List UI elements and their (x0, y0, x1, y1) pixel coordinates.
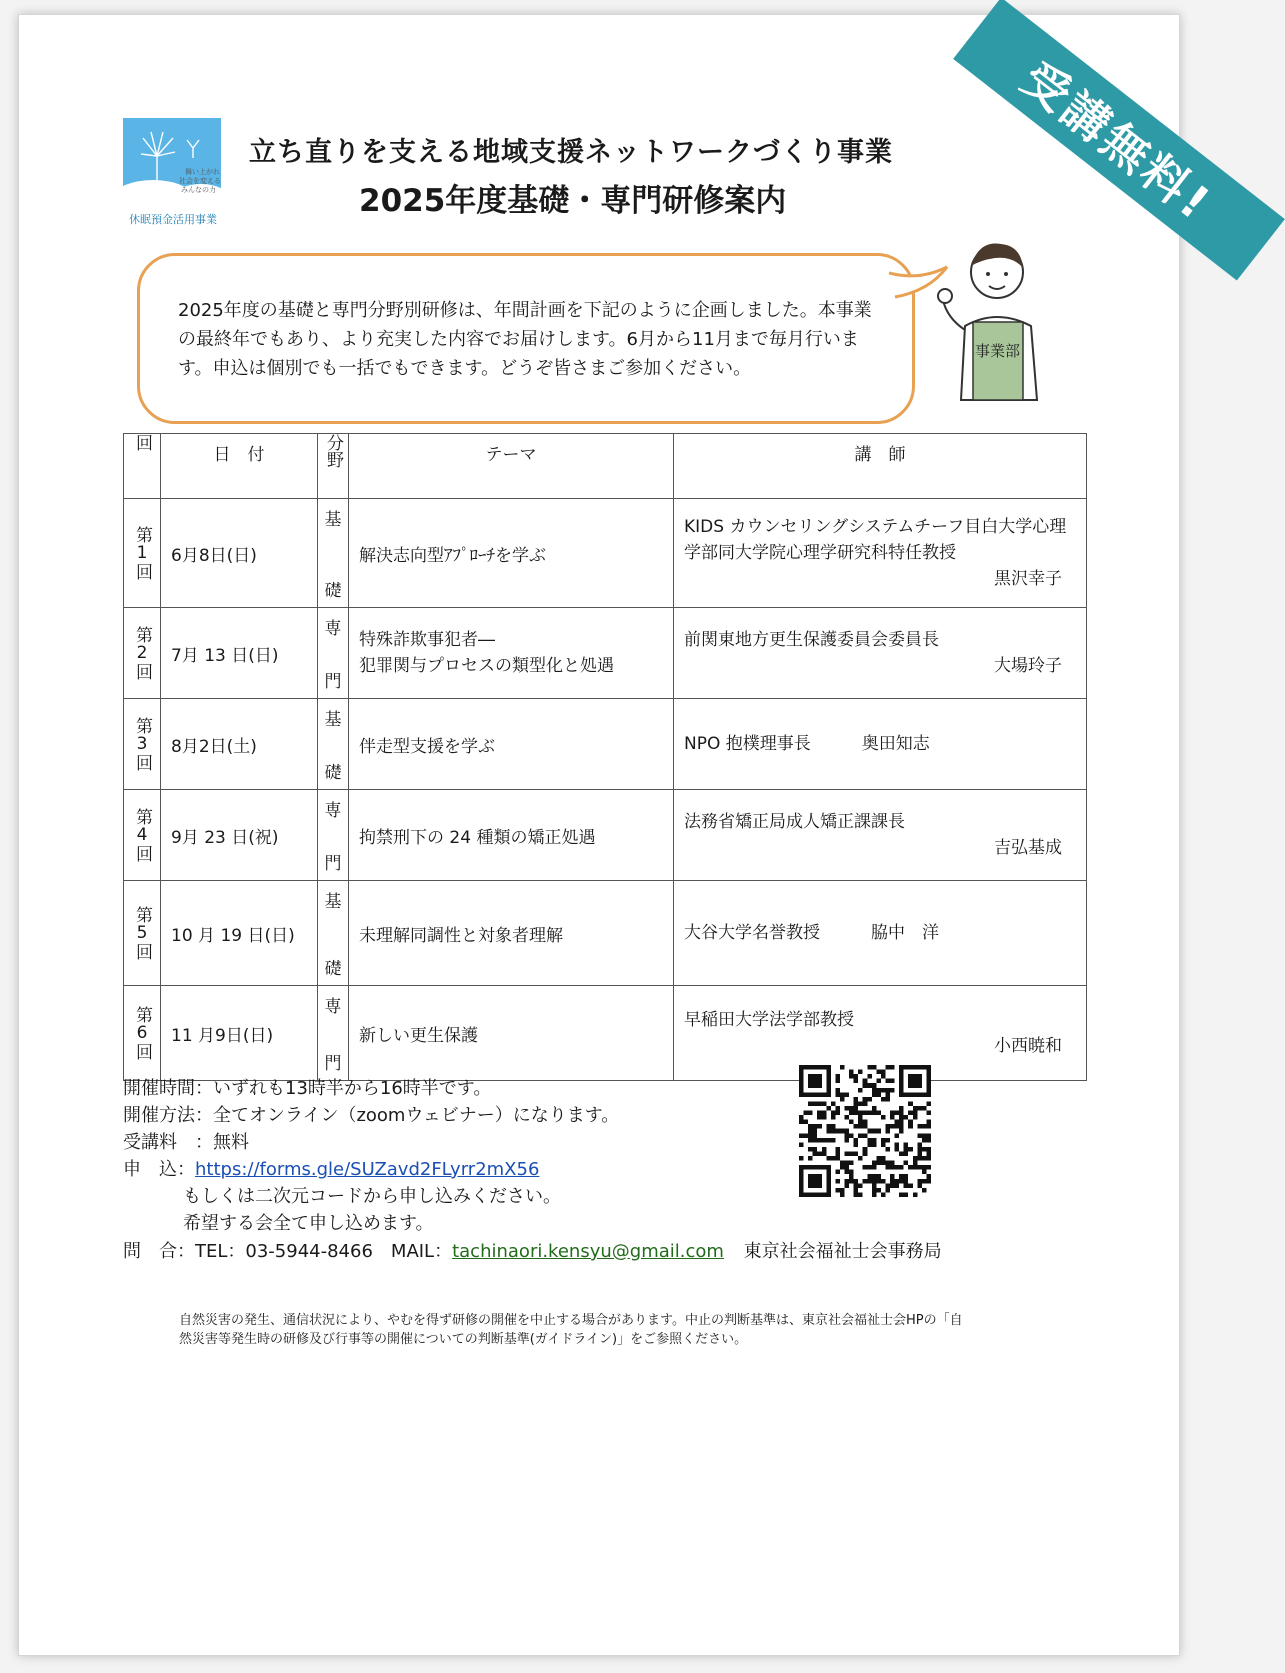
session-lecturer: 早稲田大学法学部教授 小西暁和 (674, 986, 1087, 1081)
session-date: 9月 23 日(祝) (161, 790, 318, 881)
session-lecturer: NPO 抱樸理事長 奥田知志 (674, 699, 1087, 790)
session-lecturer: 大谷大学名誉教授 脇中 洋 (674, 881, 1087, 986)
session-field: 専 門 (318, 790, 349, 881)
session-field: 専 門 (318, 608, 349, 699)
header-no: 回 (124, 434, 161, 499)
table-row (124, 790, 1087, 881)
apply-link[interactable]: https://forms.gle/SUZavd2FLyrr2mX56 (195, 1159, 540, 1180)
session-field: 基 礎 (318, 881, 349, 986)
logo-line-1: 舞い上がれ (185, 168, 220, 176)
session-theme: 伴走型支援を学ぶ (349, 699, 674, 790)
session-date: 7月 13 日(日) (161, 608, 318, 699)
event-info (123, 1075, 823, 1237)
intro-speech-bubble (137, 253, 915, 424)
session-theme: 拘禁刑下の 24 種類の矯正処遇 (349, 790, 674, 881)
qr-code[interactable] (799, 1065, 931, 1197)
info-method: 開催方法：全てオンライン（zoomウェビナー）になります。 (123, 1105, 620, 1126)
session-theme: 新しい更生保護 (349, 986, 674, 1081)
contact-organization: 東京社会福祉士会事務局 (743, 1241, 942, 1262)
info-fee: 受講料 ：無料 (123, 1132, 249, 1153)
free-label: 受講無料! (1011, 50, 1223, 232)
document-page (18, 14, 1223, 1656)
session-date: 10 月 19 日(日) (161, 881, 318, 986)
session-lecturer: 前関東地方更生保護委員会委員長 大場玲子 (674, 608, 1087, 699)
session-number: 第3回 (124, 699, 161, 790)
session-number: 第1回 (124, 499, 161, 608)
apply-label: 申 込： (123, 1159, 195, 1180)
page-title: 立ち直りを支える地域支援ネットワークづくり事業 (249, 137, 893, 168)
table-row (124, 499, 1087, 608)
table-header-row (124, 434, 1087, 499)
session-field: 基 礎 (318, 699, 349, 790)
table-row (124, 881, 1087, 986)
header-theme: テーマ (349, 434, 674, 499)
session-theme: 解決志向型ｱﾌﾟﾛｰﾁを学ぶ (349, 499, 674, 608)
table-row (124, 608, 1087, 699)
session-number: 第4回 (124, 790, 161, 881)
contact-label: 問 合：TEL：03-5944-8466 MAIL： (123, 1241, 453, 1262)
session-field: 専 門 (318, 986, 349, 1081)
header-lecturer: 講 師 (674, 434, 1087, 499)
session-theme: 特殊詐欺事犯者― 犯罪関与プロセスの類型化と処遇 (349, 608, 674, 699)
organization-logo (123, 118, 221, 210)
staff-character-illustration (939, 230, 1049, 400)
session-date: 11 月9日(日) (161, 986, 318, 1081)
session-number: 第2回 (124, 608, 161, 699)
header-field: 分野 (318, 434, 349, 499)
session-lecturer: 法務省矯正局成人矯正課課長 吉弘基成 (674, 790, 1087, 881)
schedule-table (123, 433, 1087, 1081)
contact-info (123, 1237, 942, 1263)
info-time: 開催時間：いずれも13時半から16時半です。 (123, 1078, 492, 1099)
apply-note-1: もしくは二次元コードから申し込みください。 (183, 1186, 561, 1207)
session-number: 第5回 (124, 881, 161, 986)
cancellation-notice: 自然災害の発生、通信状況により、やむを得ず研修の開催を中止する場合があります。中止の判断基準は、東京社会福祉士会HPの「自然災害等発生時の研修及び行事等の開催についての判断基準(ガイドライン)」をご参照ください。 (179, 1313, 963, 1347)
apply-note-2: 希望する会全て申し込めます。 (183, 1213, 434, 1234)
intro-text: 2025年度の基礎と専門分野別研修は、年間計画を下記のように企画しました。本事業の最終年でもあり、より充実した内容でお届けします。6月から11月まで毎月行います。申込は個別でも一括でもできます。どうぞ皆さまご参加ください。 (178, 300, 872, 379)
logo-caption: 休眠預金活用事業 (129, 213, 217, 226)
logo-line-2: 社会を変える (179, 177, 221, 185)
session-date: 6月8日(日) (161, 499, 318, 608)
table-row (124, 986, 1087, 1081)
header-date: 日 付 (161, 434, 318, 499)
character-label: 事業部 (975, 342, 1021, 360)
table-row (124, 699, 1087, 790)
page-subtitle: 2025年度基礎・専門研修案内 (359, 183, 787, 219)
logo-line-3: みんなの力 (181, 186, 216, 194)
session-number: 第6回 (124, 986, 161, 1081)
session-field: 基 礎 (318, 499, 349, 608)
session-date: 8月2日(土) (161, 699, 318, 790)
contact-email-link[interactable]: tachinaori.kensyu@gmail.com (452, 1241, 724, 1262)
session-lecturer: KIDS カウンセリングシステムチーフ目白大学心理学部同大学院心理学研究科特任教授 黒沢幸子 (674, 499, 1087, 608)
info-apply (123, 1156, 823, 1183)
session-theme: 未理解同調性と対象者理解 (349, 881, 674, 986)
